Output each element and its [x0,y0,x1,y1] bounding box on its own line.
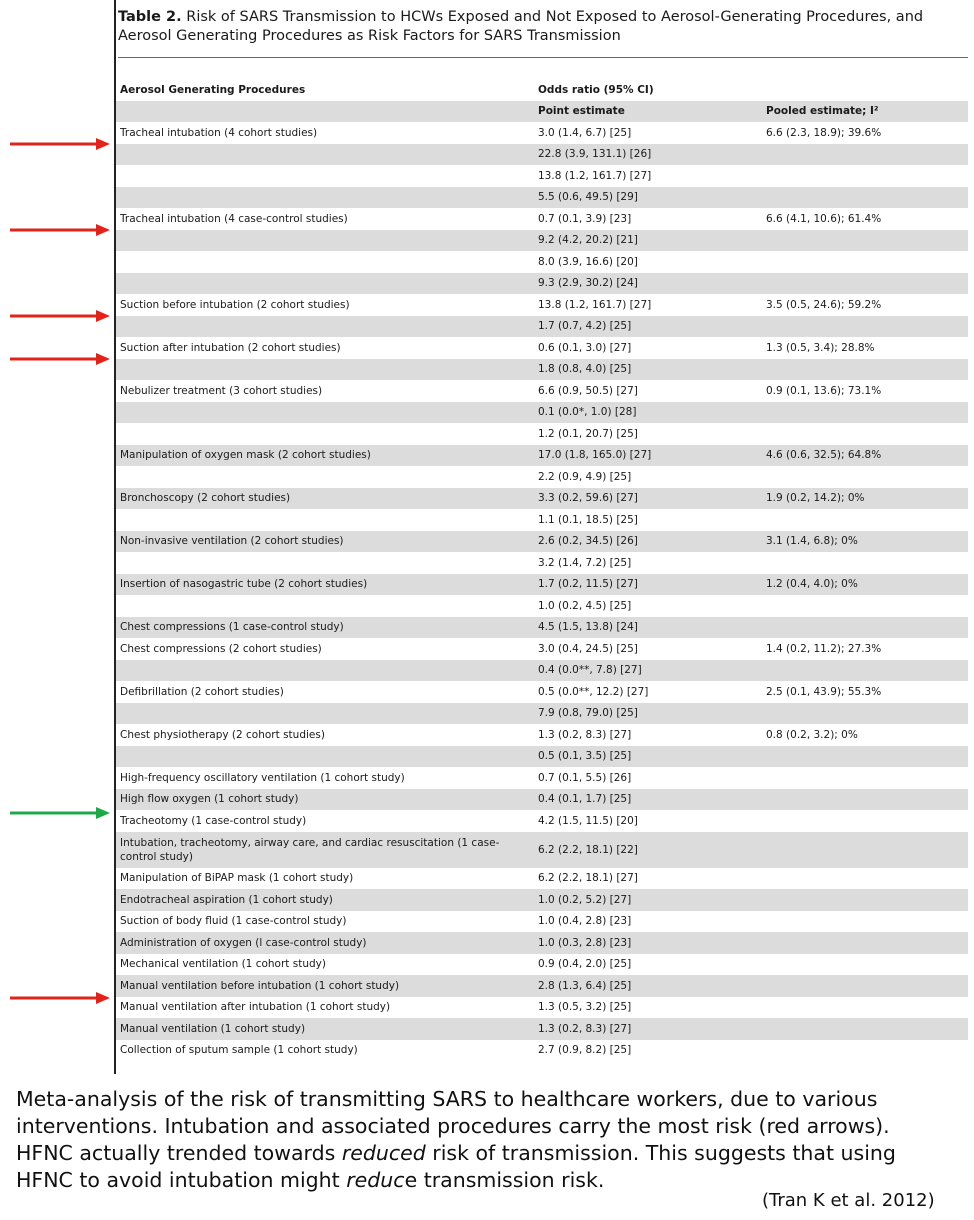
pooled-estimate-cell: 3.1 (1.4, 6.8); 0% [762,531,968,553]
procedure-cell [116,552,534,574]
procedure-cell: Bronchoscopy (2 cohort studies) [116,488,534,510]
commentary-text: e transmission risk. [404,1168,605,1192]
procedure-cell [116,423,534,445]
point-estimate-cell: 2.7 (0.9, 8.2) [25] [538,1044,632,1057]
table-row [116,724,968,746]
procedure-cell [116,466,534,488]
point-estimate-cell: 4.5 (1.5, 13.8) [24] [534,617,762,639]
table-row [116,660,968,682]
point-estimate-cell: 1.3 (0.2, 8.3) [27] [538,728,632,741]
pooled-estimate-cell [762,402,968,424]
pooled-estimate-cell [762,273,968,295]
commentary-emphasis: reduced [341,1141,426,1165]
red-arrow-icon [10,991,110,1005]
pooled-estimate-cell [762,1018,968,1040]
point-estimate-cell: 0.5 (0.1, 3.5) [25] [534,746,762,768]
table-row [116,595,968,617]
pooled-estimate-cell [762,997,968,1019]
pooled-estimate-cell: 6.6 (4.1, 10.6); 61.4% [766,212,882,225]
procedure-cell [116,316,534,338]
point-estimate-cell: 2.6 (0.2, 34.5) [26] [534,531,762,553]
col-header-procedures: Aerosol Generating Procedures [120,83,306,96]
point-estimate-cell: 0.6 (0.1, 3.0) [27] [538,341,632,354]
table-row [116,122,968,144]
point-estimate-cell: 6.2 (2.2, 18.1) [22] [534,832,762,868]
pooled-estimate-cell [762,703,968,725]
table-row [116,703,968,725]
table-row [116,208,968,230]
table-row [116,230,968,252]
table-row [116,316,968,338]
procedure-cell: Manipulation of oxygen mask (2 cohort studies) [116,445,534,467]
table-row [116,359,968,381]
pooled-estimate-cell: 1.4 (0.2, 11.2); 27.3% [766,642,882,655]
odds-ratio-table [116,79,968,1061]
pooled-estimate-cell [762,932,968,954]
pooled-estimate-cell [762,423,968,445]
point-estimate-cell: 0.4 (0.1, 1.7) [25] [534,789,762,811]
procedure-cell: High flow oxygen (1 cohort study) [116,789,534,811]
pooled-estimate-cell [762,832,968,868]
table-row [116,932,968,954]
commentary-emphasis: reduc [346,1168,405,1192]
pooled-estimate-cell: 0.8 (0.2, 3.2); 0% [766,728,858,741]
header-blank [116,101,534,123]
table-caption [118,8,968,46]
pooled-estimate-cell [762,746,968,768]
table-row [116,975,968,997]
procedure-cell: Manual ventilation before intubation (1 cohort study) [116,975,534,997]
point-estimate-cell: 2.8 (1.3, 6.4) [25] [534,975,762,997]
table-row [116,294,968,316]
pooled-estimate-cell [762,552,968,574]
procedure-cell: Nebulizer treatment (3 cohort studies) [120,384,323,397]
procedure-cell: Tracheal intubation (4 cohort studies) [120,126,318,139]
red-arrow-icon [10,309,110,323]
procedure-cell: Endotracheal aspiration (1 cohort study) [116,889,534,911]
procedure-cell [116,746,534,768]
pooled-estimate-cell [762,868,968,890]
pooled-estimate-cell [762,230,968,252]
procedure-cell [116,187,534,209]
point-estimate-cell: 2.2 (0.9, 4.9) [25] [538,470,632,483]
point-estimate-cell: 1.0 (0.3, 2.8) [23] [534,932,762,954]
pooled-estimate-cell: 3.5 (0.5, 24.6); 59.2% [766,298,882,311]
procedure-cell: Suction after intubation (2 cohort studies) [120,341,341,354]
point-estimate-cell: 1.8 (0.8, 4.0) [25] [534,359,762,381]
procedure-cell [116,402,534,424]
commentary-line [16,1140,966,1167]
pooled-estimate-cell [762,187,968,209]
procedure-cell: Tracheotomy (1 case-control study) [120,814,307,827]
table-row [116,466,968,488]
table-row [116,509,968,531]
procedure-cell: Administration of oxygen (l case-control study) [116,932,534,954]
procedure-cell: Intubation, tracheotomy, airway care, and cardiac resuscitation (1 case-control study) [116,832,534,868]
procedure-cell: Manual ventilation (1 cohort study) [116,1018,534,1040]
table-row [116,868,968,890]
red-arrow-icon [10,137,110,151]
pooled-estimate-cell [762,316,968,338]
procedure-cell: Chest physiotherapy (2 cohort studies) [120,728,325,741]
procedure-cell [116,359,534,381]
pooled-estimate-cell: 4.6 (0.6, 32.5); 64.8% [762,445,968,467]
point-estimate-cell: 1.0 (0.4, 2.8) [23] [538,915,632,928]
point-estimate-cell: 0.1 (0.0*, 1.0) [28] [534,402,762,424]
point-estimate-cell: 4.2 (1.5, 11.5) [20] [538,814,638,827]
procedure-cell: Mechanical ventilation (1 cohort study) [120,958,326,971]
point-estimate-cell: 7.9 (0.8, 79.0) [25] [534,703,762,725]
point-estimate-cell: 6.6 (0.9, 50.5) [27] [538,384,638,397]
point-estimate-cell: 3.3 (0.2, 59.6) [27] [534,488,762,510]
point-estimate-cell: 0.5 (0.0**, 12.2) [27] [538,685,649,698]
point-estimate-cell: 3.0 (1.4, 6.7) [25] [538,126,632,139]
table-row [116,144,968,166]
red-arrow-icon [10,352,110,366]
point-estimate-cell: 0.4 (0.0**, 7.8) [27] [534,660,762,682]
procedure-cell: Defibrillation (2 cohort studies) [120,685,284,698]
table-row [116,488,968,510]
pooled-estimate-cell [762,911,968,933]
procedure-cell: Collection of sputum sample (1 cohort study) [120,1044,358,1057]
slide-commentary [16,1086,966,1194]
pooled-estimate-cell: 0.9 (0.1, 13.6); 73.1% [766,384,882,397]
point-estimate-cell: 5.5 (0.6, 49.5) [29] [534,187,762,209]
commentary-line: interventions. Intubation and associated procedures carry the most risk (red arrows). [16,1114,890,1138]
table-top-rule [118,57,968,58]
point-estimate-cell: 3.0 (0.4, 24.5) [25] [538,642,638,655]
pooled-estimate-cell [762,144,968,166]
table-row [116,1040,968,1062]
pooled-estimate-cell [762,466,968,488]
table-row [116,574,968,596]
pooled-estimate-cell [762,954,968,976]
header-row-1 [116,79,968,101]
table-row [116,889,968,911]
procedure-cell [116,230,534,252]
pooled-estimate-cell [762,767,968,789]
table-row [116,997,968,1019]
table-row [116,638,968,660]
point-estimate-cell: 1.2 (0.1, 20.7) [25] [538,427,638,440]
procedure-cell: Tracheal intubation (4 case-control studies) [120,212,348,225]
procedure-cell [116,165,534,187]
procedure-cell [116,660,534,682]
table-row [116,423,968,445]
commentary-text: risk of transmission. This suggests that using [425,1141,896,1165]
citation: (Tran K et al. 2012) [762,1190,935,1211]
point-estimate-cell: 1.7 (0.7, 4.2) [25] [534,316,762,338]
procedure-cell [116,144,534,166]
red-arrow-icon [10,223,110,237]
point-estimate-cell: 1.1 (0.1, 18.5) [25] [538,513,638,526]
pooled-estimate-cell [762,660,968,682]
pooled-estimate-cell [762,251,968,273]
point-estimate-cell: 6.2 (2.2, 18.1) [27] [538,872,638,885]
commentary-text: HFNC actually trended towards [16,1141,342,1165]
pooled-estimate-cell [762,359,968,381]
table-row [116,767,968,789]
procedure-cell [116,703,534,725]
procedure-cell: Chest compressions (1 case-control study) [116,617,534,639]
point-estimate-cell: 0.7 (0.1, 5.5) [26] [538,771,632,784]
point-estimate-cell: 3.2 (1.4, 7.2) [25] [538,556,632,569]
table-title: Risk of SARS Transmission to HCWs Exposed and Not Exposed to Aerosol-Generating Procedures, and Aerosol Generating Procedures as Risk Factors for SARS Transmission [118,9,924,44]
procedure-cell: Manual ventilation after intubation (1 cohort study) [120,1001,391,1014]
point-estimate-cell: 0.7 (0.1, 3.9) [23] [538,212,632,225]
commentary-text: HFNC to avoid intubation might [16,1168,347,1192]
table-row [116,531,968,553]
point-estimate-cell: 1.0 (0.2, 4.5) [25] [538,599,632,612]
table-row [116,337,968,359]
table-row [116,789,968,811]
procedure-cell [116,273,534,295]
pooled-estimate-cell [762,889,968,911]
point-estimate-cell: 13.8 (1.2, 161.7) [27] [538,298,652,311]
pooled-estimate-cell: 6.6 (2.3, 18.9); 39.6% [766,126,882,139]
pooled-estimate-cell [762,165,968,187]
table-row [116,1018,968,1040]
pooled-estimate-cell [762,509,968,531]
procedure-cell [116,595,534,617]
table-row [116,832,968,868]
procedure-cell: Non-invasive ventilation (2 cohort studies) [116,531,534,553]
header-row-2 [116,101,968,123]
procedure-cell [116,251,534,273]
pooled-estimate-cell: 1.2 (0.4, 4.0); 0% [762,574,968,596]
col-header-odds-ratio: Odds ratio (95% CI) [538,83,654,96]
table-row [116,165,968,187]
procedure-cell: Suction of body fluid (1 case-control study) [120,915,347,928]
green-arrow-icon [10,806,110,820]
table-row [116,251,968,273]
pooled-estimate-cell: 1.3 (0.5, 3.4); 28.8% [766,341,875,354]
point-estimate-cell: 0.9 (0.4, 2.0) [25] [538,958,632,971]
pooled-estimate-cell [762,810,968,832]
procedure-cell: Chest compressions (2 cohort studies) [120,642,322,655]
point-estimate-cell: 1.0 (0.2, 5.2) [27] [534,889,762,911]
procedure-cell: Insertion of nasogastric tube (2 cohort studies) [116,574,534,596]
point-estimate-cell: 17.0 (1.8, 165.0) [27] [534,445,762,467]
point-estimate-cell: 1.7 (0.2, 11.5) [27] [534,574,762,596]
table-row [116,273,968,295]
procedure-cell: Manipulation of BiPAP mask (1 cohort study) [120,872,354,885]
table-row [116,617,968,639]
point-estimate-cell: 13.8 (1.2, 161.7) [27] [538,169,652,182]
point-estimate-cell: 9.3 (2.9, 30.2) [24] [534,273,762,295]
procedure-cell: Suction before intubation (2 cohort studies) [120,298,350,311]
pooled-estimate-cell: 1.9 (0.2, 14.2); 0% [762,488,968,510]
pooled-estimate-cell [762,975,968,997]
col-header-point-estimate: Point estimate [534,101,762,123]
point-estimate-cell: 1.3 (0.2, 8.3) [27] [534,1018,762,1040]
table-row [116,810,968,832]
commentary-line: Meta-analysis of the risk of transmitting SARS to healthcare workers, due to various [16,1087,878,1111]
point-estimate-cell: 9.2 (4.2, 20.2) [21] [534,230,762,252]
table-row [116,402,968,424]
table-row [116,681,968,703]
table-row [116,445,968,467]
table-row [116,954,968,976]
table-row [116,187,968,209]
point-estimate-cell: 1.3 (0.5, 3.2) [25] [538,1001,632,1014]
table-row [116,911,968,933]
pooled-estimate-cell [762,789,968,811]
table-row [116,552,968,574]
point-estimate-cell: 8.0 (3.9, 16.6) [20] [538,255,638,268]
pooled-estimate-cell: 2.5 (0.1, 43.9); 55.3% [766,685,882,698]
col-header-pooled-estimate: Pooled estimate; I² [762,101,968,123]
pooled-estimate-cell [762,595,968,617]
procedure-cell: High-frequency oscillatory ventilation (1 cohort study) [120,771,405,784]
pooled-estimate-cell [762,617,968,639]
table-number: Table 2. [118,9,182,25]
point-estimate-cell: 22.8 (3.9, 131.1) [26] [534,144,762,166]
table-row [116,746,968,768]
table-row [116,380,968,402]
pooled-estimate-cell [762,1040,968,1062]
procedure-cell [116,509,534,531]
